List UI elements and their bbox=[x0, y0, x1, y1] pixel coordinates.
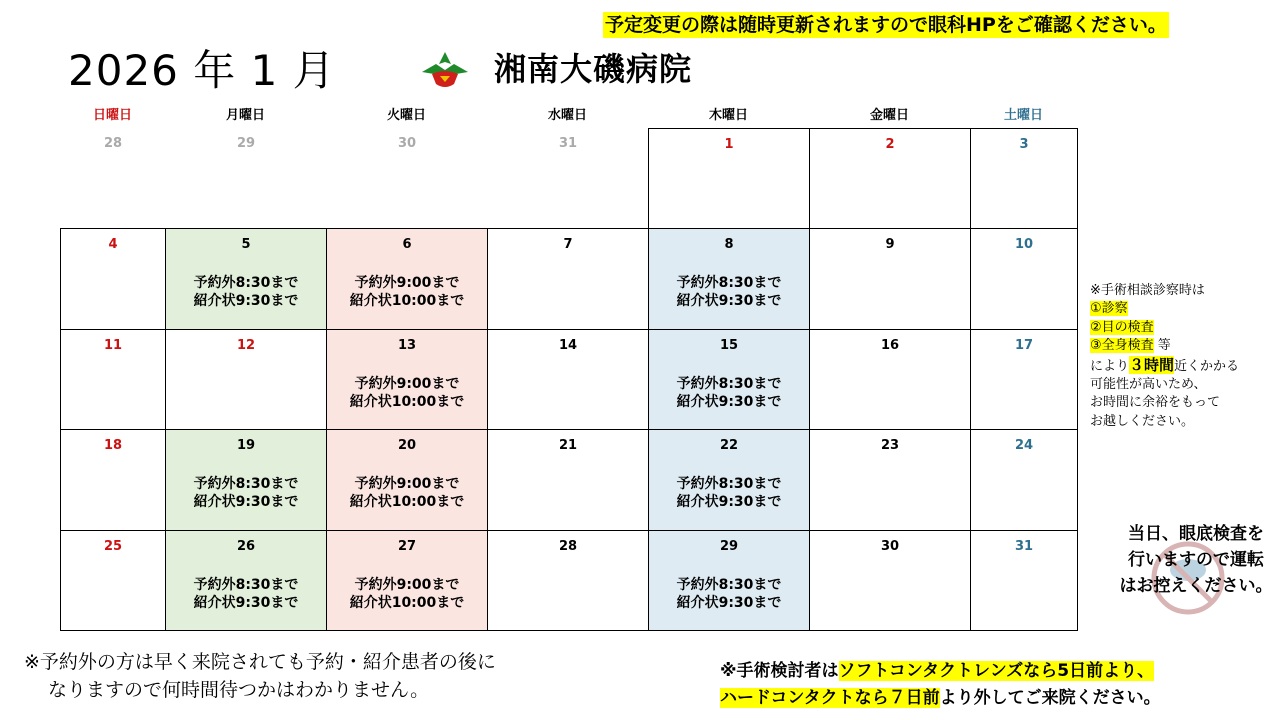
walk-in-cutoff: 予約外8:30まで bbox=[676, 476, 782, 493]
day-number: 27 bbox=[397, 538, 417, 554]
day-number: 1 bbox=[724, 137, 734, 152]
day-number: 6 bbox=[402, 237, 412, 253]
referral-cutoff: 紹介状9:30まで bbox=[676, 293, 782, 310]
side-note-line-pre: により bbox=[1090, 358, 1130, 374]
calendar-day-cell bbox=[809, 228, 971, 329]
calendar-day-cell bbox=[648, 530, 810, 631]
calendar-day-cell bbox=[487, 128, 649, 229]
weekday-header-sun: 日曜日 bbox=[92, 108, 132, 123]
walk-in-note-line-2: なりますので何時間待つかはわかりません。 bbox=[48, 679, 430, 701]
day-number: 16 bbox=[880, 337, 900, 353]
reception-hours-note bbox=[166, 475, 326, 511]
calendar-day-cell bbox=[60, 228, 166, 329]
calendar-day-cell bbox=[326, 329, 488, 430]
referral-cutoff: 紹介状9:30まで bbox=[676, 393, 782, 410]
calendar-day-cell bbox=[970, 429, 1078, 530]
calendar-day-cell bbox=[487, 429, 649, 530]
calendar-day-cell bbox=[165, 429, 327, 530]
calendar-day-cell bbox=[648, 329, 810, 430]
soft-contact-note: ソフトコンタクトレンズなら5日前より、 bbox=[838, 661, 1155, 681]
side-note-item-1: ①診察 bbox=[1090, 301, 1128, 317]
calendar-day-cell bbox=[326, 228, 488, 329]
side-note-duration: ３時間 bbox=[1129, 355, 1175, 374]
day-number: 5 bbox=[241, 237, 251, 253]
side-note-heading: ※手術相談診察時は bbox=[1090, 283, 1205, 298]
weekday-header-thu: 木曜日 bbox=[708, 108, 748, 123]
day-number: 2 bbox=[885, 137, 895, 152]
calendar-day-cell bbox=[648, 128, 810, 229]
calendar-day-cell bbox=[648, 429, 810, 530]
reception-hours-note bbox=[649, 274, 809, 310]
referral-cutoff: 紹介状10:00まで bbox=[349, 393, 465, 410]
side-note-line-4: お越しください。 bbox=[1090, 413, 1195, 429]
walk-in-cutoff: 予約外8:30まで bbox=[676, 576, 782, 593]
day-number: 22 bbox=[719, 438, 739, 454]
day-number: 11 bbox=[103, 337, 123, 353]
calendar-day-cell bbox=[970, 530, 1078, 631]
calendar-day-cell bbox=[165, 228, 327, 329]
day-number: 28 bbox=[558, 538, 578, 554]
walk-in-cutoff: 予約外9:00まで bbox=[354, 576, 460, 593]
day-number: 10 bbox=[1014, 237, 1034, 253]
side-note-line-3: お時間に余裕をもって bbox=[1090, 395, 1221, 411]
walk-in-cutoff: 予約外9:00まで bbox=[354, 476, 460, 493]
weekday-header-row bbox=[60, 104, 1077, 128]
day-number: 30 bbox=[880, 538, 900, 554]
walk-in-cutoff: 予約外8:30まで bbox=[193, 275, 299, 292]
day-number: 8 bbox=[724, 237, 734, 253]
side-note-line-post: 近くかかる bbox=[1174, 358, 1240, 374]
walk-in-cutoff: 予約外8:30まで bbox=[193, 576, 299, 593]
day-number: 13 bbox=[397, 337, 417, 353]
warning-line-1: 当日、眼底検査を bbox=[1128, 524, 1264, 544]
side-note-item-2: ②目の検査 bbox=[1090, 319, 1154, 335]
day-number: 26 bbox=[236, 538, 256, 554]
weekday-header-sat: 土曜日 bbox=[1003, 108, 1043, 123]
day-number: 31 bbox=[558, 136, 578, 151]
calendar-day-cell bbox=[487, 530, 649, 631]
walk-in-cutoff: 予約外9:00まで bbox=[354, 375, 460, 392]
calendar-month-title: 2026 年 1 月 bbox=[68, 46, 336, 95]
walk-in-cutoff: 予約外8:30まで bbox=[193, 476, 299, 493]
calendar-day-cell bbox=[970, 329, 1078, 430]
day-number: 19 bbox=[236, 438, 256, 454]
hard-contact-note: ハードコンタクトなら７日前 bbox=[720, 688, 940, 708]
day-number: 31 bbox=[1014, 538, 1034, 554]
day-number: 28 bbox=[103, 136, 123, 151]
reception-hours-note bbox=[649, 475, 809, 511]
contact-lens-note bbox=[720, 658, 1161, 712]
calendar-day-cell bbox=[60, 329, 166, 430]
weekday-header-wed: 水曜日 bbox=[547, 108, 587, 123]
referral-cutoff: 紹介状10:00まで bbox=[349, 293, 465, 310]
day-number: 29 bbox=[236, 136, 256, 151]
reception-hours-note bbox=[649, 576, 809, 612]
day-number: 9 bbox=[885, 237, 895, 253]
calendar-day-cell bbox=[809, 429, 971, 530]
contact-note-line-2-post: より外してご来院ください。 bbox=[939, 688, 1161, 708]
referral-cutoff: 紹介状10:00まで bbox=[349, 594, 465, 611]
reception-hours-note bbox=[327, 375, 487, 411]
day-number: 20 bbox=[397, 438, 417, 454]
day-number: 23 bbox=[880, 438, 900, 454]
walk-in-cutoff: 予約外8:30まで bbox=[676, 275, 782, 292]
hospital-logo-icon bbox=[420, 50, 470, 92]
warning-line-2: 行いますので運転 bbox=[1128, 550, 1264, 570]
reception-hours-note bbox=[166, 274, 326, 310]
reception-hours-note bbox=[649, 375, 809, 411]
calendar-day-cell bbox=[809, 530, 971, 631]
calendar-day-cell bbox=[648, 228, 810, 329]
day-number: 29 bbox=[719, 538, 739, 554]
referral-cutoff: 紹介状9:30まで bbox=[193, 293, 299, 310]
referral-cutoff: 紹介状9:30まで bbox=[676, 494, 782, 511]
referral-cutoff: 紹介状10:00まで bbox=[349, 494, 465, 511]
reception-hours-note bbox=[327, 576, 487, 612]
contact-note-line-1-pre: ※手術検討者は bbox=[720, 661, 839, 681]
calendar-day-cell bbox=[165, 128, 327, 229]
calendar-day-cell bbox=[165, 530, 327, 631]
calendar-day-cell bbox=[970, 228, 1078, 329]
day-number: 15 bbox=[719, 337, 739, 353]
day-number: 24 bbox=[1014, 438, 1034, 454]
reception-hours-note bbox=[166, 576, 326, 612]
referral-cutoff: 紹介状9:30まで bbox=[193, 594, 299, 611]
reception-hours-note bbox=[327, 274, 487, 310]
fundus-exam-driving-warning bbox=[1112, 521, 1280, 599]
surgery-consultation-note bbox=[1090, 282, 1280, 431]
walk-in-cutoff: 予約外8:30まで bbox=[676, 375, 782, 392]
side-note-item-3-suffix: 等 bbox=[1157, 338, 1171, 354]
walk-in-wait-note bbox=[24, 648, 496, 704]
calendar-day-cell bbox=[970, 128, 1078, 229]
day-number: 14 bbox=[558, 337, 578, 353]
reception-hours-note bbox=[327, 475, 487, 511]
calendar-day-cell bbox=[326, 429, 488, 530]
walk-in-cutoff: 予約外9:00まで bbox=[354, 275, 460, 292]
day-number: 21 bbox=[558, 438, 578, 454]
calendar-day-cell bbox=[60, 128, 166, 229]
day-number: 7 bbox=[563, 237, 573, 253]
referral-cutoff: 紹介状9:30まで bbox=[676, 594, 782, 611]
day-number: 18 bbox=[103, 438, 123, 454]
calendar-day-cell bbox=[487, 228, 649, 329]
day-number: 12 bbox=[236, 337, 256, 353]
side-note-item-3: ③全身検査 bbox=[1090, 338, 1154, 354]
side-note-line-2: 可能性が高いため、 bbox=[1090, 377, 1207, 393]
walk-in-note-line-1: ※予約外の方は早く来院されても予約・紹介患者の後に bbox=[24, 651, 496, 673]
calendar-day-cell bbox=[326, 530, 488, 631]
calendar-day-cell bbox=[60, 429, 166, 530]
day-number: 17 bbox=[1014, 337, 1034, 353]
day-number: 30 bbox=[397, 136, 417, 151]
weekday-header-mon: 月曜日 bbox=[225, 108, 265, 123]
day-number: 3 bbox=[1019, 137, 1029, 152]
hospital-name: 湘南大磯病院 bbox=[494, 50, 693, 88]
update-notice: 予定変更の際は随時更新されますので眼科HPをご確認ください。 bbox=[605, 14, 1167, 36]
day-number: 4 bbox=[108, 237, 118, 253]
calendar-day-cell bbox=[487, 329, 649, 430]
calendar-grid bbox=[60, 128, 1077, 630]
warning-line-3: はお控えください。 bbox=[1119, 576, 1273, 596]
day-number: 25 bbox=[103, 538, 123, 554]
weekday-header-tue: 火曜日 bbox=[386, 108, 426, 123]
referral-cutoff: 紹介状9:30まで bbox=[193, 494, 299, 511]
calendar-day-cell bbox=[326, 128, 488, 229]
calendar-day-cell bbox=[165, 329, 327, 430]
calendar-day-cell bbox=[809, 329, 971, 430]
weekday-header-fri: 金曜日 bbox=[869, 108, 909, 123]
calendar-day-cell bbox=[60, 530, 166, 631]
calendar-day-cell bbox=[809, 128, 971, 229]
